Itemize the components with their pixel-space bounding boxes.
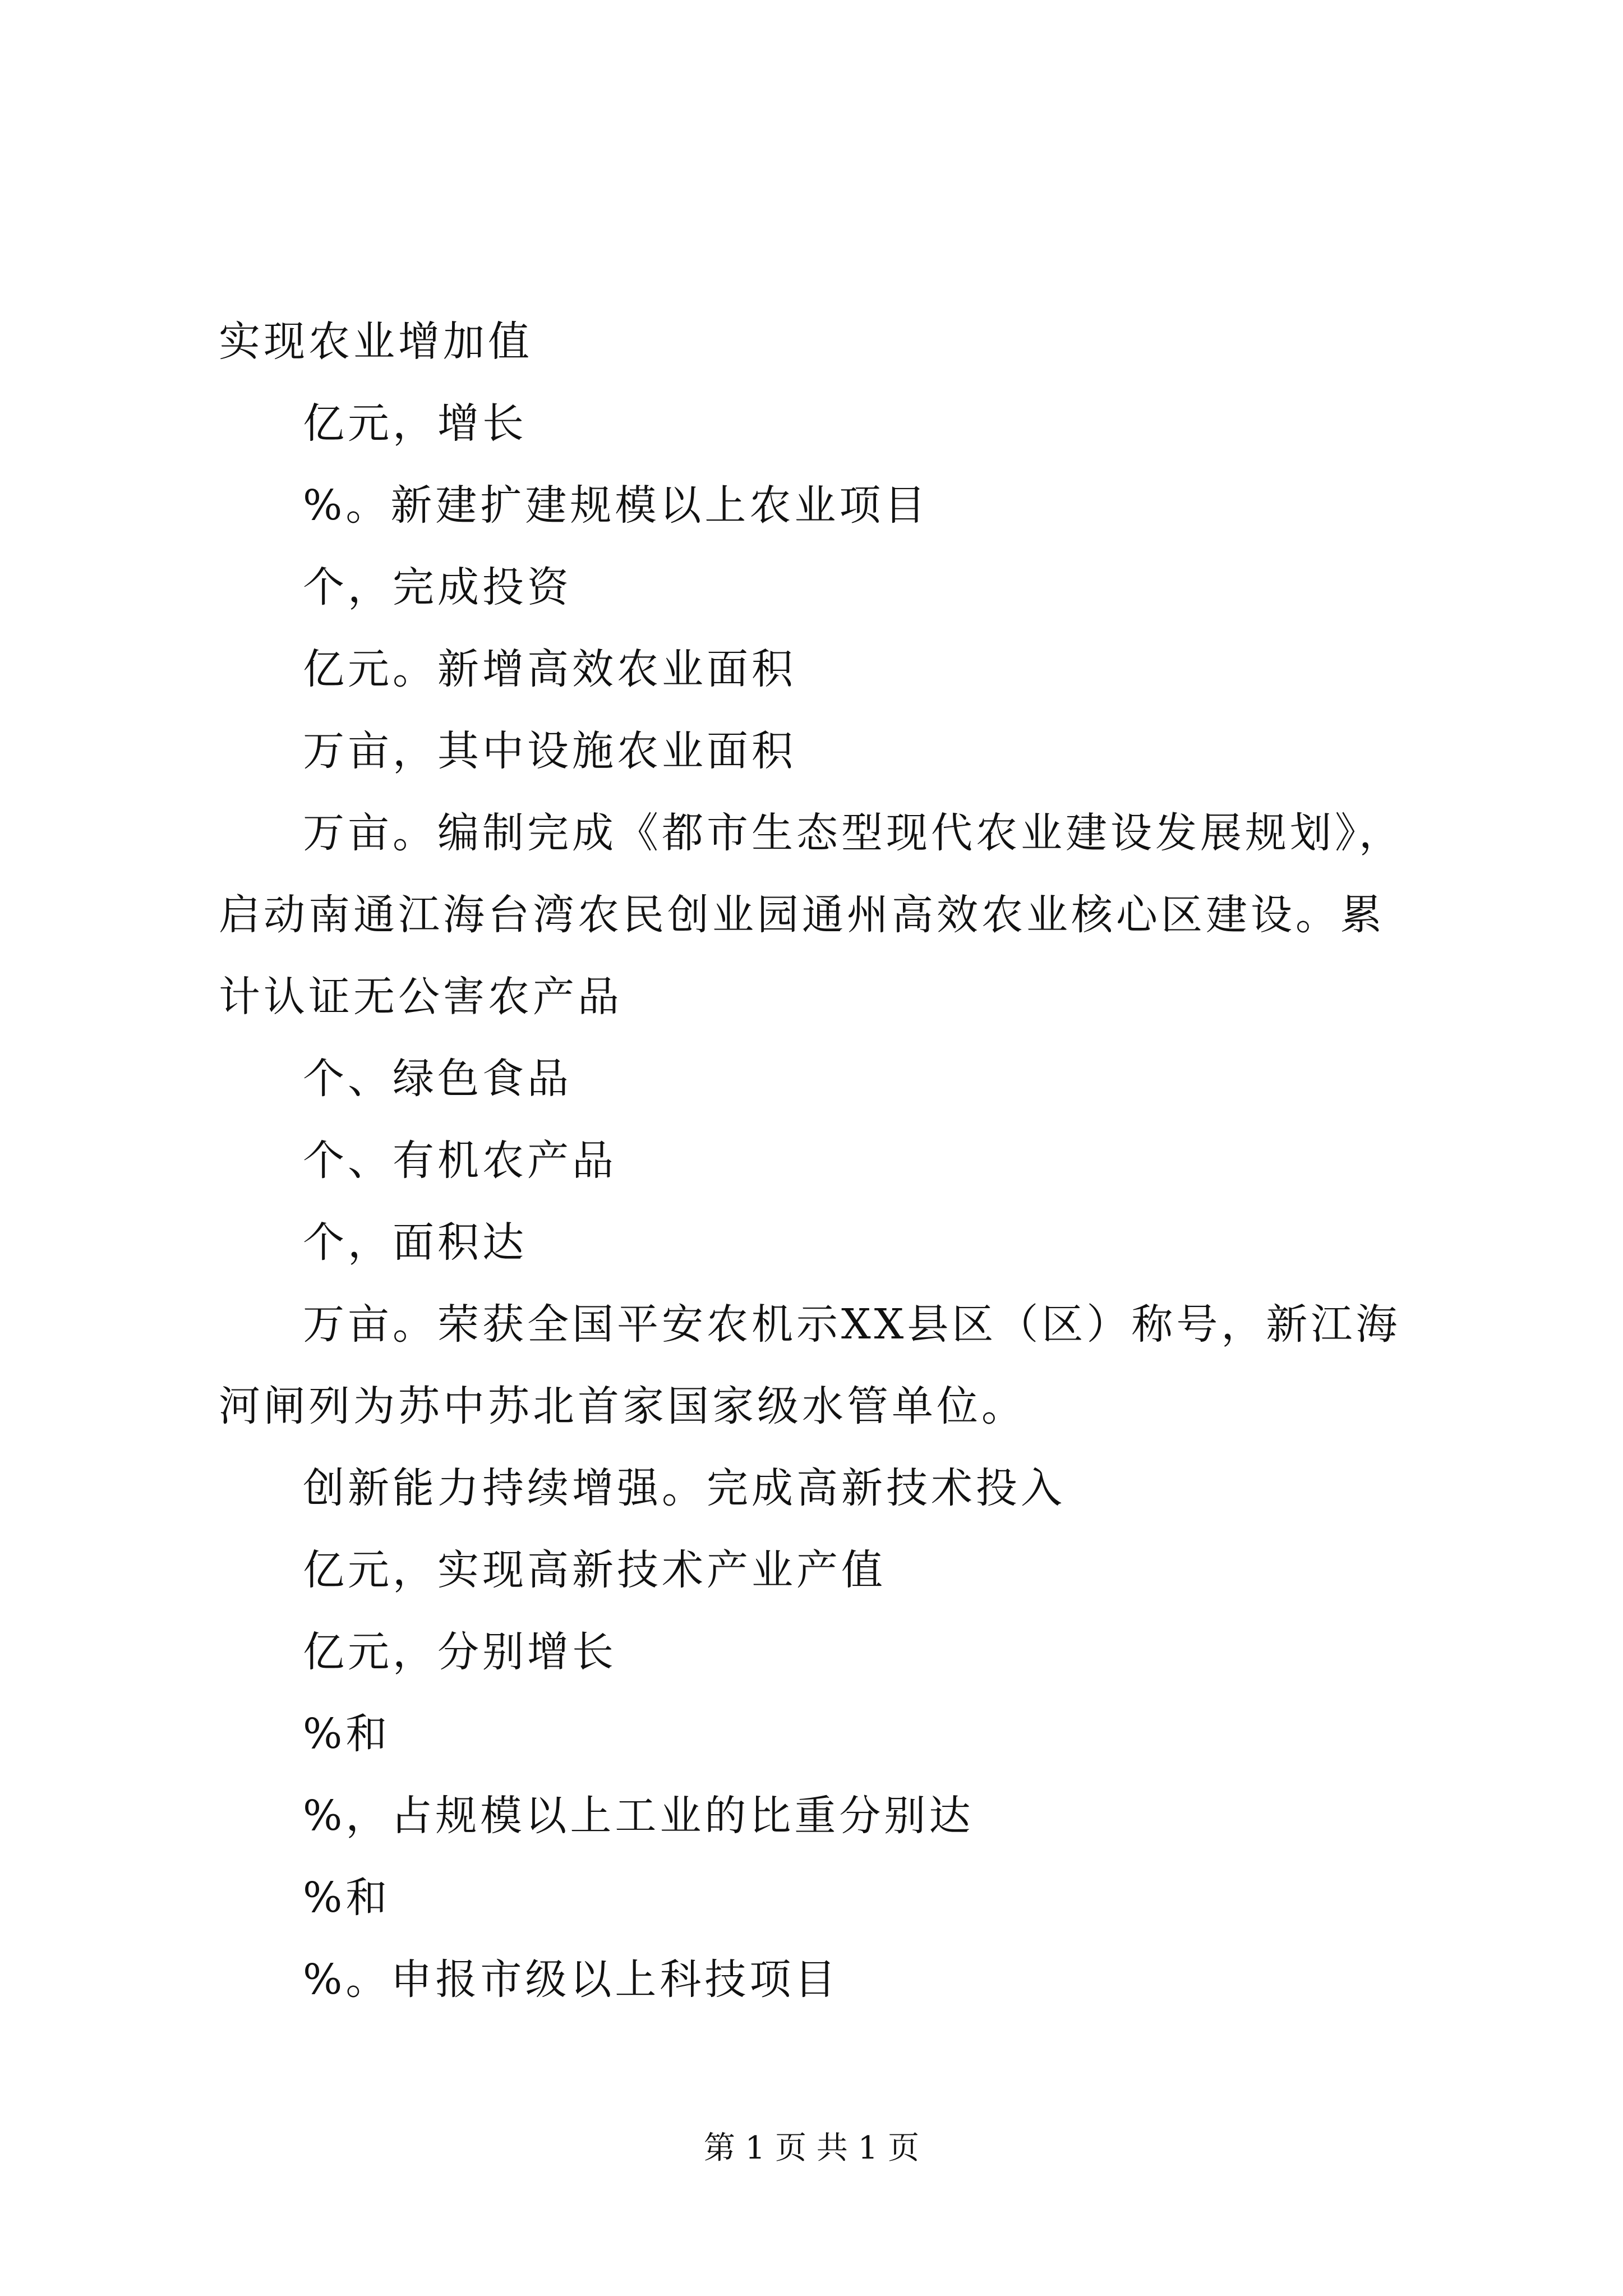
text-line: 亿元，分别增长 bbox=[303, 1628, 617, 1676]
text-line: 个、有机农产品 bbox=[303, 1137, 617, 1185]
text-line: 亿元。新增高效农业面积 bbox=[303, 645, 796, 693]
document-body bbox=[219, 301, 1413, 2021]
text-paragraph: 万亩。荣获全国平安农机示XX县区（区）称号，新江海河闸列为苏中苏北首家国家级水管单位。 bbox=[219, 1300, 1401, 1430]
text-line: 个，面积达 bbox=[303, 1218, 527, 1267]
text-line: 亿元，增长 bbox=[303, 399, 527, 448]
text-line: %。新建扩建规模以上农业项目 bbox=[303, 481, 929, 530]
text-line: 个，完成投资 bbox=[303, 563, 572, 611]
text-line: %和 bbox=[303, 1874, 391, 1922]
text-line: 个、绿色食品 bbox=[303, 1055, 572, 1103]
text-line: 实现农业增加值 bbox=[219, 318, 533, 366]
text-line: %。申报市级以上科技项目 bbox=[303, 1955, 840, 2004]
text-line: 创新能力持续增强。完成高新技术投入 bbox=[303, 1464, 1066, 1512]
text-line: %，占规模以上工业的比重分别达 bbox=[303, 1792, 974, 1840]
text-paragraph: 万亩。编制完成《都市生态型现代农业建设发展规划》，启动南通江海台湾农民创业园通州高效农业核心区建设。累计认证无公害农产品 bbox=[219, 809, 1404, 1021]
text-line: 亿元，实现高新技术产业产值 bbox=[303, 1546, 886, 1594]
text-line: 万亩，其中设施农业面积 bbox=[303, 727, 796, 775]
page-footer: 第 1 页 共 1 页 bbox=[703, 2130, 920, 2166]
text-line: %和 bbox=[303, 1710, 391, 1758]
